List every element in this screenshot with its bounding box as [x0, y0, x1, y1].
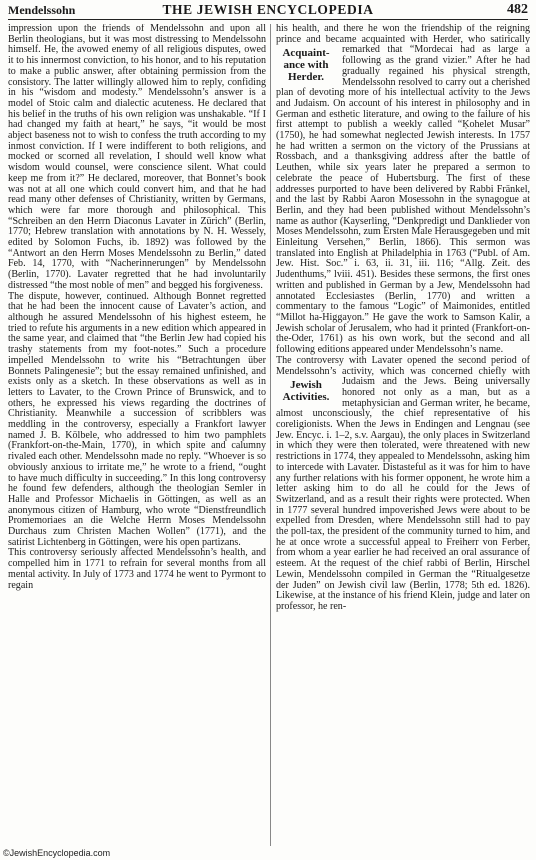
side-heading-jewish-activities: Jewish Activities. [282, 379, 330, 404]
paragraph: impression upon the friends of Mendelssohn and upon all Berlin theologians, but it was most distressing to Mendelssohn himself. He, the avowed enemy of all religious disputes, owed it to his innermost conviction, to his honor, and to his reputation to make a public answer, after obtaining permission from the consistory. The latter willingly allowed him to reply, confiding in his “wisdom and modesty.” Mendelssohn’s answer is a model of Stoic calm and dialectic acuteness. He declared that his belief in the truths of his own religion was unshakable. “If I had changed my faith at heart,” he says, “it would be most abject baseness not to wish to confess the truth according to my inmost conviction. If I were indifferent to both religions, and mocked or scorned all revelation, I should well know what wisdom would counsel, were conscience silent. What could keep me from it?” He declared, moreover, that Bonnet’s book was not at all one which could convert him, and that he had read many other defenses of Christianity, written by Germans, which were far more thorough and philosophical. This “Schreiben an den Herrn Diaconus Lavater in Zürich” (Berlin, 1770; Hebrew translation with annotations by N. H. Wessely, edited by Solomon Fuchs, ib. 1892) was followed by the “Antwort an den Herrn Moses Mendelssohn zu Berlin,” dated Feb. 14, 1770, with “Nacherinnerungen” by Mendelssohn (Berlin, 1770). Lavater regretted that he had involuntarily distressed “the most noble of men” and begged his forgiveness. [8, 24, 266, 291]
paragraph-text: satirically remarked that “Mordecai had as large a following as the grand vizier.” After he had gradually regained his physical strength, Mendelssohn resolved to carry out a cherished plan of devoting more of his intellectual activity to the Jews and Judaism. On account of his interest in philosophy and in German and esthetic literature, and owing to the failure of his first attempt to publish a weekly called “Ḳohelet Musar” (1750), he had somewhat neglected Jewish interests. In 1757 he had written a sermon on the victory of the Prussians at Rossbach, and a thanksgiving address after the battle of Leuthen, while six years later he prepared a sermon to celebrate the peace of Hubertsburg. The first of these addresses purported to have been delivered by Rabbi Fränkel, and the last by Rabbi Aaron Mosessohn in the synagogue at Berlin, and they had been published without Mendelssohn’s name as author (Kayserling, “Denkpredigt und Danklieder von Moses Mendelssohn, zum Ersten Male Herausgegeben und mit Einleitung Versehen,” Berlin, 1866). This sermon was translated into English at Philadelphia in 1763 (“Publ. of Am. Jew. Hist. Soc.” i. 63, ii. 31, iii. 116; “Allg. Zeit. des Judenthums,” lviii. 451). Besides these sermons, the first ones written and published in German by a Jew, Mendelssohn had annotated Ecclesiastes (Berlin, 1770) and written a commentary to the famous “Logic” of Maimonides, entitled “Millot ha-Higgayon.” He gave the work to Samson Kalir, a Jewish scholar of Jerusalem, who had it printed (Frankfort-on-the-Oder, 1761) as his own work, but the second and all following editions appeared under Mendelssohn’s name. [276, 33, 530, 356]
paragraph-text: The controversy with Lavater opened the second period of Mendelssohn’s activity, which was concerned chiefly with Judaism and the [276, 354, 530, 388]
left-column [8, 24, 266, 852]
paragraph: This controversy seriously affected Mendelssohn’s health, and compelled him in 1771 to refrain for several months from all mental activity. In July of 1773 and 1774 he went to Pyrmont to regain [8, 547, 266, 591]
side-heading-herder: Acquaint-ance with Herder. [282, 47, 330, 84]
right-column [276, 24, 530, 852]
running-head-title: THE JEWISH ENCYCLOPEDIA [162, 2, 374, 17]
paragraph [276, 356, 530, 613]
paragraph [276, 24, 530, 356]
paragraph-text: Jews. Being universally honored not only as a man, but as a metaphysician and German writer, he became, almost unconsciously, the chief representative of his coreligionists. When the Jews in Endingen and Lengnau (see Jew. Encyc. i. 1–2, s.v. Aargau), the only places in Switzerland in which they were then tolerated, were threatened with new restrictions in 1774, they appealed to Mendelssohn, asking him to intercede with Lavater. Distasteful as it was for him to have any further relations with his former opponent, he wrote him a letter asking him to do all he could for the Jews of Switzerland, and as a result their rights were protected. When in 1777 several hundred impoverished Jews were about to be expelled from Dresden, where Mendelssohn still had to pay the poll-tax, the president of the community turned to him, and he at once wrote a successful appeal to Freiherr von Ferber, from whom a year earlier he had received an oral assurance of esteem. At the request of the chief rabbi of Berlin, Hirschel Lewin, Mendelssohn compiled in German the “Ritualgesetze der Juden” on Jewish civil law (Berlin, 1778; 5th ed. 1826). Likewise, at the instance of his friend Klein, judge and later on professor, he ren- [276, 376, 530, 612]
footer-copyright: ©JewishEncyclopedia.com [3, 848, 111, 858]
running-head-left: Mendelssohn [8, 3, 76, 17]
page-header [8, 3, 528, 20]
paragraph: The dispute, however, continued. Although Bonnet regretted that he had been the innocent cause of Lavater’s action, and although he assured Mendelssohn of his highest esteem, he tried to refute his arguments in a new edition which appeared in the same year, and claimed that “the Berlin Jew had copied his trashy statements from my foot-notes.” Such a procedure impelled Mendelssohn to write his “Betrachtungen über Bonnets Palingenesie”; but the essay remained unfinished, and exists only as a sketch. In these observations as well as in letters to Lavater, to the Crown Prince of Brunswick, and to others, he expressed his views regarding the doctrines of Christianity. Meanwhile a succession of scribblers was meddling in the controversy, especially a Frankfort lawyer named J. B. Kölbele, who addressed to him two pamphlets (Frankfort-on-the-Main, 1770), in which spite and calumny rivaled each other. Mendelssohn made no reply. “Whoever is so obviously anxious to irritate me,” he wrote to a friend, “ought to have much difficulty in succeeding.” In this long controversy he found few defenders, although the theologian Semler in Halle and Professor Michaelis in Göttingen, as well as an anonymous citizen of Hamburg, who wrote “Dienstfreundlich Promemoriaes an die Welche Herrn Moses Mendelssohn Durchaus zum Christen Machen Wollen” (1771), and the satirist Lichtenberg in Göttingen, were his open partizans. [8, 290, 266, 548]
page-number: 482 [507, 2, 528, 17]
paragraph-text: his health, and there he won the friendship of the reigning prince and became acquainted with Herder, who [276, 24, 530, 45]
column-divider [270, 24, 271, 846]
